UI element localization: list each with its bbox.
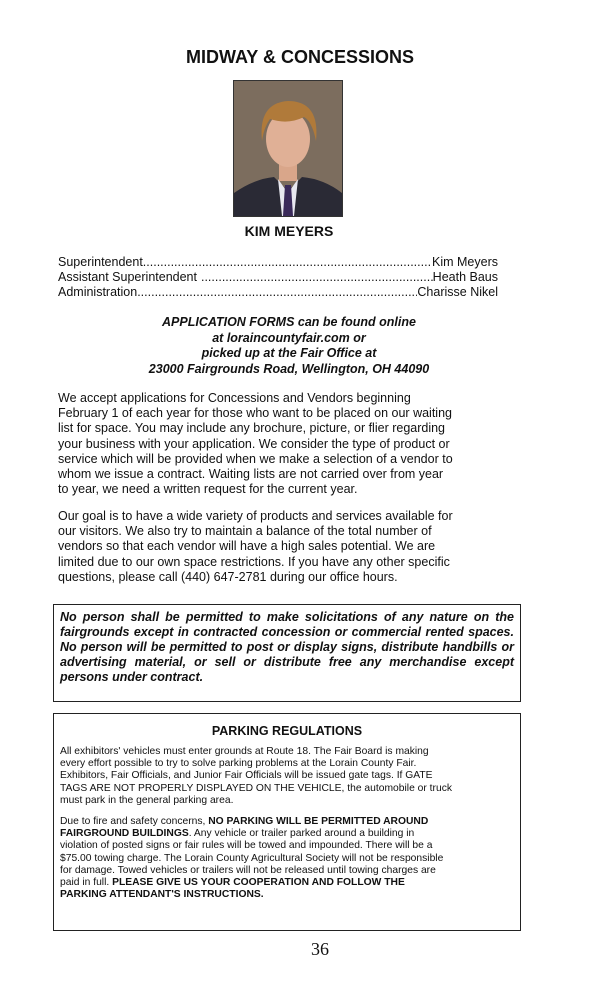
- text-line: TAGS ARE NOT PROPERLY DISPLAYED ON THE VEHICLE, the automobile or truck: [60, 782, 452, 794]
- text-line: for damage. Towed vehicles or trailers will not be released until towing charges are: [60, 864, 436, 876]
- text-line: $75.00 towing charge. The Lorain County Agricultural Society will not be responsible: [60, 852, 444, 864]
- text-line: February 1 of each year for those who want to be placed on our waiting: [58, 406, 452, 421]
- text: . Any vehicle or trailer parked around a building in: [188, 828, 415, 840]
- text: paid in full.: [60, 877, 113, 889]
- application-line: picked up at the Fair Office at: [201, 346, 377, 360]
- application-link[interactable]: at loraincountyfair.com or: [212, 330, 366, 345]
- staff-name: Heath Baus: [432, 270, 498, 284]
- staff-name: Kim Meyers: [432, 255, 498, 269]
- parking-paragraph-2: [54, 816, 520, 901]
- application-line: APPLICATION FORMS can be found online: [162, 315, 416, 329]
- page-number: 36: [311, 939, 329, 959]
- staff-role: Superintendent: [58, 255, 143, 269]
- text-line: [60, 828, 514, 840]
- text-line: service which will be provided when we make a selection of a vendor to: [58, 451, 453, 466]
- page-title: MIDWAY & CONCESSIONS: [185, 47, 415, 67]
- parking-heading: PARKING REGULATIONS: [211, 724, 363, 738]
- text-line: vendors so that each vendor will have a high sales potential. We are: [58, 539, 436, 554]
- parking-regulations-box: [53, 713, 521, 931]
- bold-text: PARKING ATTENDANT'S INSTRUCTIONS.: [60, 889, 264, 901]
- text-line: our visitors. We also try to maintain a balance of the total number of: [58, 524, 432, 539]
- text-line: We accept applications for Concessions and Vendors beginning: [58, 391, 411, 405]
- parking-paragraph-1: [54, 746, 520, 807]
- solicitation-notice-box: [53, 604, 521, 702]
- bold-text: FAIRGROUND BUILDINGS: [60, 828, 189, 840]
- text-line: limited due to our own space restrictions. If you have any other specific: [58, 554, 450, 569]
- text-line: list for space. You may include any brochure, picture, or flier regarding: [58, 421, 446, 436]
- text: Due to fire and safety concerns,: [60, 816, 209, 828]
- text-line: every effort possible to try to solve parking problems at the Lorain County Fair.: [60, 758, 417, 770]
- text-line: must park in the general parking area.: [60, 794, 234, 806]
- staff-role: Assistant Superintendent: [58, 270, 197, 284]
- staff-row: [58, 285, 498, 300]
- bold-text: PLEASE GIVE US YOUR COOPERATION AND FOLLOW THE: [112, 877, 405, 889]
- text-line: Our goal is to have a wide variety of products and services available for: [58, 509, 453, 523]
- text-line: questions, please call (440) 647-2781 during our office hours.: [58, 569, 398, 584]
- text-line: violation of posted signs or fair rules will be towed and impounded. There will be a: [60, 840, 433, 852]
- staff-role: Administration: [58, 285, 138, 299]
- notice-text: No person shall be permitted to make solicitations of any nature on the fairgrounds except in contracted concession or commercial rented spaces. No person will be permitted to post or display signs, distribute handbills or advertising material, or sell or distribute free any merchandise except persons under contract.: [60, 610, 514, 684]
- text-line: [60, 816, 514, 828]
- text-line: to year, we need a written request for the current year.: [58, 482, 358, 497]
- text-line: whom we issue a contract. Waiting lists are not carried over from year: [58, 467, 444, 482]
- text-line: Exhibitors, Fair Officials, and Junior Fair Officials will be issued gate tags. If GATE: [60, 770, 433, 782]
- bold-text: NO PARKING WILL BE PERMITTED AROUND: [208, 816, 429, 828]
- text-line: your business with your application. We consider the type of product or: [58, 436, 450, 451]
- text-line: All exhibitors' vehicles must enter grounds at Route 18. The Fair Board is making: [60, 746, 429, 757]
- paragraph-applications: [58, 391, 508, 497]
- text-line: [60, 889, 514, 901]
- staff-name: Charisse Nikel: [417, 285, 498, 299]
- staff-row: [58, 255, 498, 270]
- application-address: 23000 Fairgrounds Road, Wellington, OH 44090: [148, 361, 430, 376]
- paragraph-goal: [58, 509, 508, 585]
- person-name: KIM MEYERS: [244, 223, 334, 239]
- text-line: [60, 877, 514, 889]
- staff-row: [58, 270, 498, 285]
- portrait-photo: [233, 80, 343, 217]
- application-info: [0, 315, 578, 377]
